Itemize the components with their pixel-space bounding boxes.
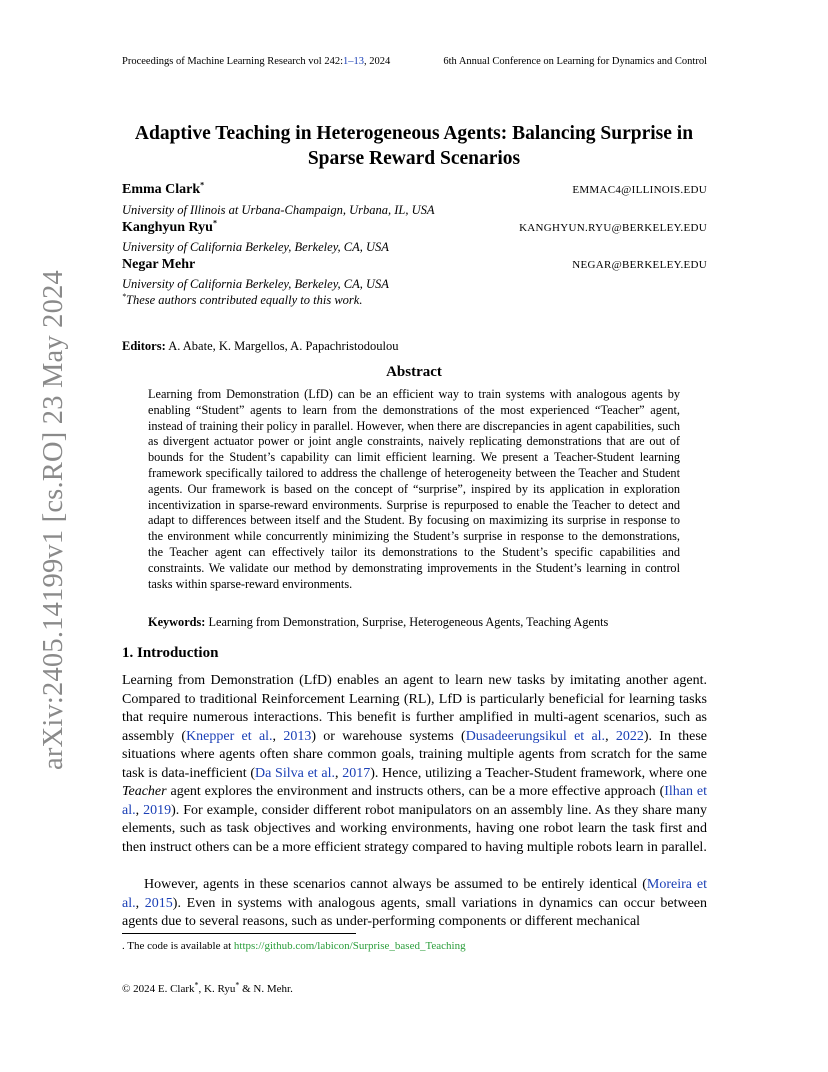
author-affiliation: University of California Berkeley, Berkeley, CA, USA — [122, 240, 389, 254]
citation-year-link[interactable]: 2022 — [615, 728, 644, 744]
keywords-line: Keywords: Learning from Demonstration, Surprise, Heterogeneous Agents, Teaching Agents — [148, 615, 609, 629]
abstract-heading: Abstract — [386, 364, 442, 380]
editors-line: Editors: A. Abate, K. Margellos, A. Papachristodoulou — [122, 339, 399, 353]
author-email[interactable]: NEGAR@BERKELEY.EDU — [572, 259, 707, 271]
citation-year-link[interactable]: 2017 — [342, 765, 371, 781]
citation-link[interactable]: Dusadeerungsikul et al. — [465, 728, 606, 744]
intro-paragraph-2: However, agents in these scenarios cannot always be assumed to be entirely identical (Moreira et al., 2015). Even in systems with analogous agents, small variations in dynamics can occur between agents due to several reasons, such as under-performing components or different mechanical — [122, 877, 707, 929]
citation-link[interactable]: Knepper et al. — [186, 728, 273, 744]
code-url-link[interactable]: https://github.com/labicon/Surprise_based_Teaching — [233, 940, 466, 952]
intro-paragraph-1: Learning from Demonstration (LfD) enables an agent to learn new tasks by imitating another agent. Compared to traditional Reinforcement Learning (RL), LfD is particularly beneficial for learning tasks that require numerous interactions. This benefit is further amplified in multi-agent scenarios, such as assembly (Knepper et al., 2013) or warehouse systems (Dusadeerungsikul et al., 2022). In these situations where agents often share common goals, training multiple agents from scratch for the same task is data-inefficient (Da Silva et al., 2017). Hence, utilizing a Teacher-Student framework, where one Teacher agent explores the environment and instructs others, can be a more effective approach (Ilhan et al., 2019). For example, consider different robot manipulators on an assembly line. As they share many elements, such as task objectives and working environments, having one robot learn the task first and then instruct others can be a more efficient strategy compared to having multiple robots learn in parallel. — [122, 673, 708, 855]
author-email[interactable]: KANGHYUN.RYU@BERKELEY.EDU — [519, 222, 707, 234]
footnote-rule — [122, 933, 356, 934]
arxiv-side-stamp: arXiv:2405.14199v1 [cs.RO] 23 May 2024 — [38, 270, 69, 770]
citation-year-link[interactable]: 2015 — [144, 895, 173, 911]
citation-year-link[interactable]: 2013 — [283, 728, 312, 744]
paper-title: Adaptive Teaching in Heterogeneous Agents: Balancing Surprise in Sparse Reward Scenarios — [134, 123, 694, 169]
running-header-left: Proceedings of Machine Learning Research vol 242:1–13, 2024 — [122, 56, 391, 67]
author-affiliation: University of California Berkeley, Berkeley, CA, USA — [122, 277, 389, 291]
abstract-body: Learning from Demonstration (LfD) can be an efficient way to train systems with analogous agents by enabling “Student” agents to learn from the demonstrations of the most experienced “Teacher” agent, instead of training their policy in parallel. However, when there are discrepancies in agent capabilities, such as divergent actuator power or joint angle constraints, naively replicating demonstrations that are out of bounds for the Student’s capability can limit efficient learning. We present a Teacher-Student learning framework specifically tailored to address the challenge of heterogeneity between the Teacher and Student agents. Our framework is based on the concept of “surprise”, inspired by its application in exploration incentivization in sparse-reward environments. Surprise is repurposed to enable the Teacher to detect and adapt to differences between itself and the Student. By focusing on maximizing its surprise in response to the environment while concurrently minimizing the Student’s surprise in response to the demonstrations, the Teacher agent can effectively tailor its demonstrations to the Student’s specific capabilities and constraints. We validate our method by demonstrating improvements in the Student’s learning in control tasks within sparse-reward environments. — [148, 387, 680, 591]
citation-year-link[interactable]: 2019 — [143, 802, 172, 818]
author-name: Kanghyun Ryu* — [122, 218, 217, 235]
citation-link[interactable]: Da Silva et al. — [255, 765, 336, 781]
equal-contribution-note: *These authors contributed equally to this work. — [122, 291, 363, 307]
author-name: Emma Clark* — [122, 180, 205, 197]
footnote: . The code is available at https://github.com/labicon/Surprise_based_Teaching — [122, 940, 466, 952]
author-affiliation: University of Illinois at Urbana-Champaign, Urbana, IL, USA — [122, 203, 435, 217]
page-range-link[interactable]: 1–13 — [343, 56, 365, 67]
author-email[interactable]: EMMAC4@ILLINOIS.EDU — [572, 184, 707, 196]
citation-link[interactable]: Moreira et al. — [122, 877, 707, 911]
running-header-right: 6th Annual Conference on Learning for Dynamics and Control — [443, 56, 707, 67]
citation-link[interactable]: Ilhan et al. — [122, 784, 707, 818]
copyright-line: © 2024 E. Clark*, K. Ryu* & N. Mehr. — [122, 980, 293, 995]
author-name: Negar Mehr — [122, 257, 196, 272]
section-heading: 1. Introduction — [122, 645, 219, 661]
